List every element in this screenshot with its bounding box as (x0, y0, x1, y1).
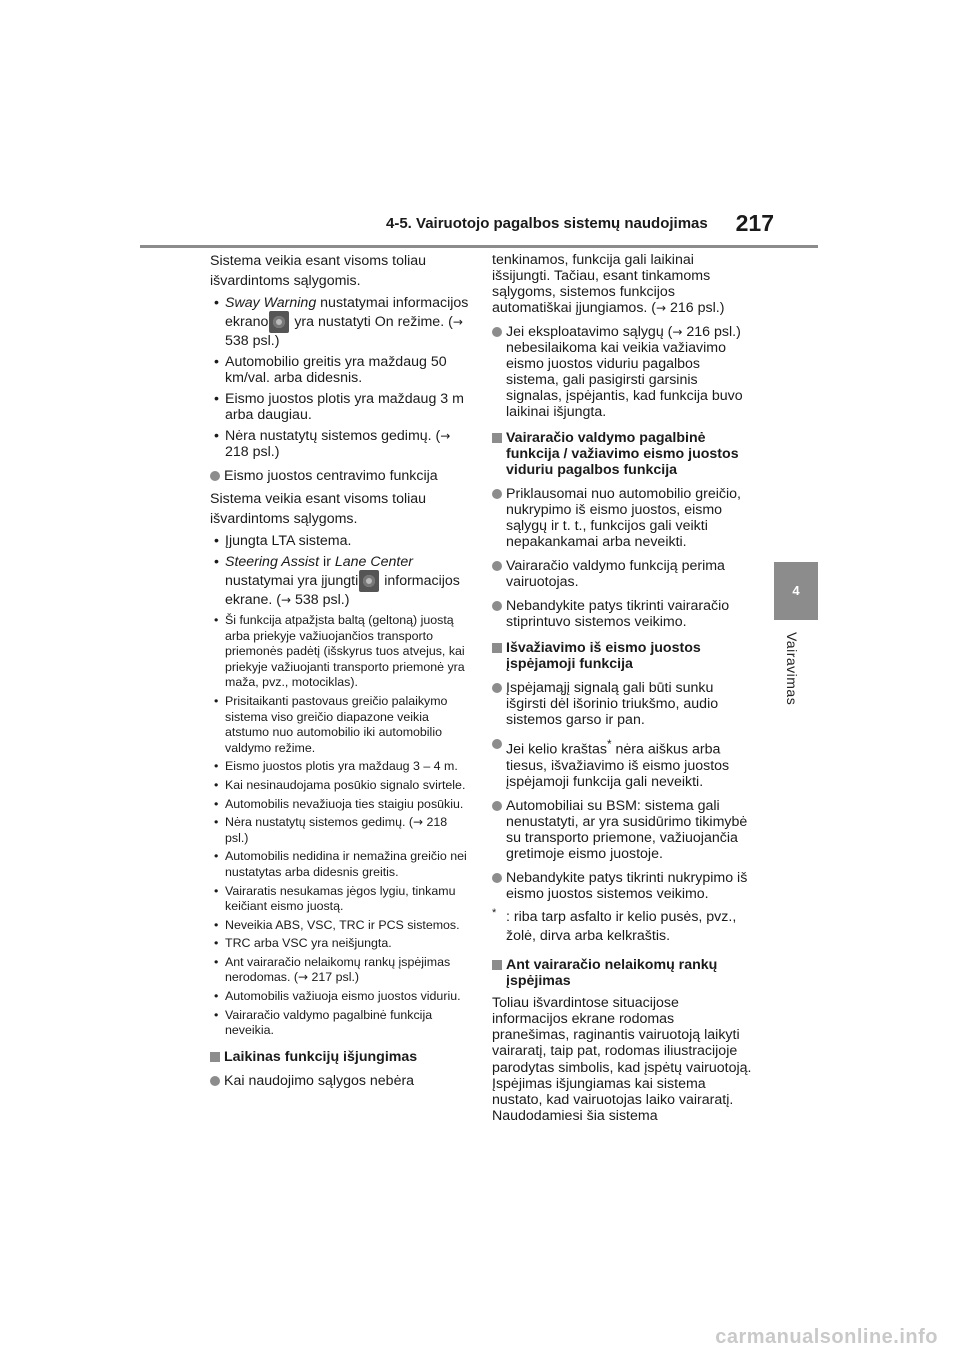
bullet-item: • Steering Assist ir Lane Center nustatymai yra įjungti informacijos ekrane. (→ 538 psl.) (210, 554, 472, 608)
dot-item: Eismo juostos centravimo funkcija (210, 468, 472, 484)
dot-item: Nebandykite patys tikrinti vairaračio stiprintuvo sistemos veikimo. (492, 598, 754, 630)
dot-item: Automobiliai su BSM: sistema gali nenustatyti, ar yra susidūrimo tikimybė su transporto priemone, važiuojančia gretimoje eismo juostoje. (492, 798, 754, 862)
dot-item: Kai naudojimo sąlygos nebėra (210, 1073, 472, 1089)
circle-bullet-icon (492, 801, 502, 811)
chapter-label: Vairavimas (784, 632, 800, 706)
small-bullet-item: • Eismo juostos plotis yra maždaug 3 – 4 m. (210, 759, 472, 775)
small-bullet-item: • Automobilis nedidina ir nemažina greičio nei nustatytas arba didesnis greitis. (210, 849, 472, 880)
section-heading: Ant vairaračio nelaikomų rankų įspėjimas (492, 957, 754, 989)
bullet-item: • Įjungta LTA sistema. (210, 533, 472, 549)
section-heading: Vairaračio valdymo pagalbinė funkcija / važiavimo eismo juostos viduriu pagalbos funkcija (492, 430, 754, 478)
small-bullet-item: • Neveikia ABS, VSC, TRC ir PCS sistemos. (210, 918, 472, 934)
circle-bullet-icon (210, 1076, 220, 1086)
section-heading: Laikinas funkcijų išjungimas (210, 1049, 472, 1065)
dot-item: Priklausomai nuo automobilio greičio, nukrypimo iš eismo juostos, eismo sąlygų ir t. t., funkcijos gali veikti nepakankamai arba neveikti. (492, 486, 754, 550)
circle-bullet-icon (492, 489, 502, 499)
page-header (140, 210, 818, 250)
right-column (492, 252, 754, 1128)
circle-bullet-icon (492, 739, 502, 749)
bullet-item: • Automobilio greitis yra maždaug 50 km/val. arba didesnis. (210, 354, 472, 386)
paragraph: Sistema veikia esant visoms toliau išvardintoms sąlygomis. (210, 253, 427, 289)
paragraph: Sistema veikia esant visoms toliau išvardintoms sąlygoms. (210, 491, 427, 527)
dot-item: Jei kelio kraštas* nėra aiškus arba tiesus, išvažiavimo iš eismo juostos įspėjamoji funkcija gali neveikti. (492, 736, 754, 790)
square-bullet-icon (492, 643, 502, 653)
small-bullet-item: • Vairaratis nesukamas jėgos lygiu, tinkamu keičiant eismo juostą. (210, 884, 472, 915)
arrow-icon: → (413, 815, 424, 830)
section-heading: Išvažiavimo iš eismo juostos įspėjamoji funkcija (492, 640, 754, 672)
footnote: * : riba tarp asfalto ir kelio pusės, pvz., žolė, dirva arba kelkraštis. (492, 908, 754, 947)
arrow-icon: → (672, 325, 683, 339)
circle-bullet-icon (492, 873, 502, 883)
page-number: 217 (735, 210, 774, 236)
chapter-tab: 4 (774, 562, 818, 620)
footnote-marker: * (492, 906, 497, 919)
paragraph: tenkinamos, funkcija gali laikinai išsijungti. Tačiau, esant tinkamoms sąlygoms, sistemos funkcijos automatiškai įjungiamos. (→ 216 psl.) (492, 252, 725, 316)
left-column (210, 252, 472, 1095)
dot-item: Nebandykite patys tikrinti nukrypimo iš eismo juostos sistemos veikimo. (492, 870, 754, 902)
small-bullet-item: • Vairaračio valdymo pagalbinė funkcija neveikia. (210, 1008, 472, 1039)
circle-bullet-icon (492, 683, 502, 693)
small-bullet-item: • Ant vairaračio nelaikomų rankų įspėjimas nerodomas. (→ 217 psl.) (210, 955, 472, 986)
arrow-icon: → (281, 593, 292, 607)
arrow-icon: → (656, 301, 667, 315)
circle-bullet-icon (492, 561, 502, 571)
small-bullet-item: • Automobilis nevažiuoja ties staigiu posūkiu. (210, 797, 472, 813)
small-bullet-item: • Ši funkcija atpažįsta baltą (geltoną) juostą arba priekyje važiuojančios transporto priemonės padėtį (išskyrus tuos atvejus, kai priekyje važiuojanti transporto priemonė yra maža, pvz., motociklas). (210, 613, 472, 691)
dot-item: Įspėjamąjį signalą gali būti sunku išgirsti dėl išorinio triukšmo, audio sistemos garso ir pan. (492, 680, 754, 728)
arrow-icon: → (298, 970, 309, 985)
header-rule (140, 245, 818, 248)
square-bullet-icon (210, 1052, 220, 1062)
circle-bullet-icon (492, 601, 502, 611)
settings-gear-icon (269, 311, 289, 333)
small-bullet-item: • Automobilis važiuoja eismo juostos viduriu. (210, 989, 472, 1005)
square-bullet-icon (492, 960, 502, 970)
bullet-item: • Sway Warning nustatymai informacijos ekrano yra nustatyti On režime. (→ 538 psl.) (210, 295, 472, 349)
arrow-icon: → (452, 314, 463, 329)
paragraph: Toliau išvardintose situacijose informacijos ekrane rodomas pranešimas, raginantis vairuotoją laikyti vairaratį, taip pat, rodomas iliustracijoje parodytas simbolis, kad įspėtų vairuotoją. Įspėjimas išjungiamas kai sistema nustato, kad vairuotojas laiko vairaratį. Naudodamiesi šia sistema (492, 994, 752, 1125)
dot-item: Vairaračio valdymo funkciją perima vairuotojas. (492, 558, 754, 590)
section-title: 4-5. Vairuotojo pagalbos sistemų naudojimas (386, 215, 708, 232)
small-bullet-item: • Kai nesinaudojama posūkio signalo svirtele. (210, 778, 472, 794)
small-bullet-item: • TRC arba VSC yra neišjungta. (210, 936, 472, 952)
bullet-item: • Nėra nustatytų sistemos gedimų. (→ 218 psl.) (210, 428, 472, 460)
settings-gear-icon (359, 570, 379, 592)
circle-bullet-icon (492, 327, 502, 337)
arrow-icon: → (440, 429, 451, 443)
watermark: carmanualsonline.info (715, 1326, 938, 1348)
small-bullet-item: • Prisitaikanti pastovaus greičio palaikymo sistema viso greičio diapazone veikia atstumo nuo automobilio iki automobilio valdymo režime. (210, 694, 472, 756)
square-bullet-icon (492, 433, 502, 443)
footnote-marker: * (606, 737, 612, 751)
dot-item: Jei eksploatavimo sąlygų (→ 216 psl.) nebesilaikoma kai veikia važiavimo eismo juostos viduriu pagalbos sistema, gali pasigirsti garsinis signalas, įspėjantis, kad funkcija buvo laikinai išjungta. (492, 324, 754, 420)
bullet-item: • Eismo juostos plotis yra maždaug 3 m arba daugiau. (210, 391, 472, 423)
circle-bullet-icon (210, 471, 220, 481)
small-bullet-item: • Nėra nustatytų sistemos gedimų. (→ 218 psl.) (210, 815, 472, 846)
